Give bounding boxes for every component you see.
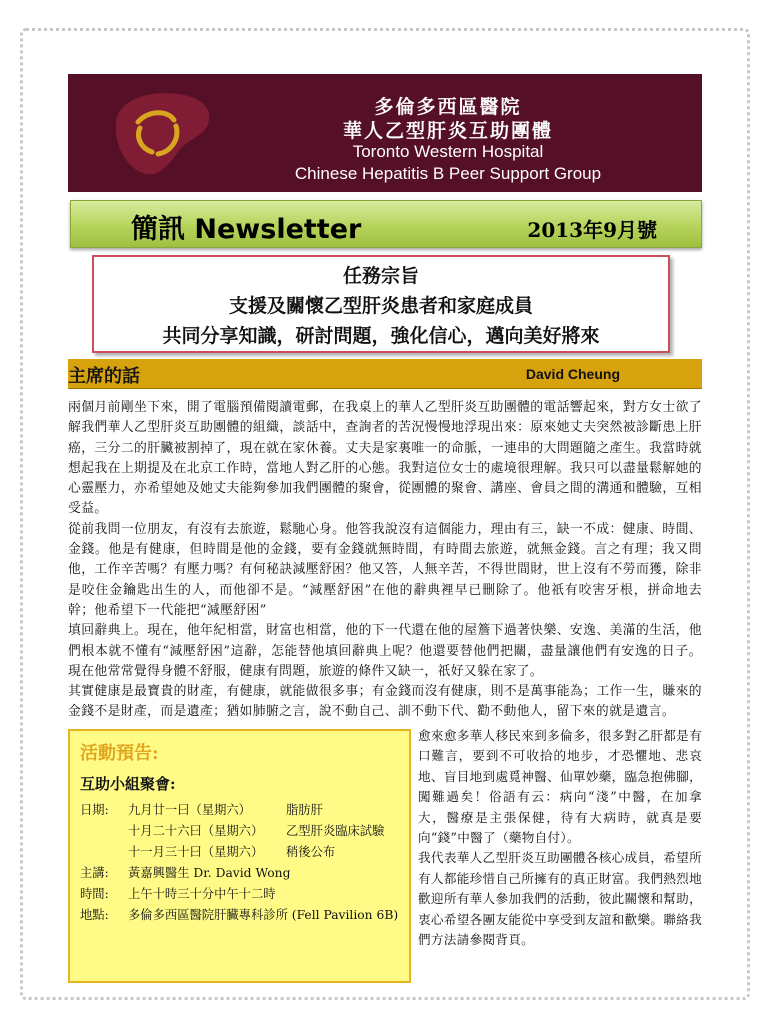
place-row [80, 905, 399, 926]
events-subheading: 互助小組聚會: [80, 775, 176, 793]
issue-date: 2013年9月號 [527, 218, 657, 242]
time-row [80, 884, 399, 905]
time-label: 時間: [80, 887, 109, 901]
event-row [80, 821, 399, 842]
event-date: 十月二十六曰（星期六） [128, 824, 264, 838]
speaker-row [80, 863, 399, 884]
chairman-name: David Cheung [525, 366, 620, 382]
article-paragraph: 填回辭典上。現在，他年紀相當，財富也相當，他的下一代還在他的屋簷下過著快樂、安逸、美滿的生活，他們根本就不懂有“減壓舒困”這辭，怎能替他填回辭典上呢？他還要替他們把關，盡量讓他們有安逸的日子。現在他常常覺得身體不舒服，健康有問題，旅遊的條件又缺一，祇好又躲在家了。 [68, 623, 702, 679]
event-topic: 脂肪肝 [286, 803, 323, 817]
article-body [68, 398, 702, 723]
event-topic: 乙型肝炎臨床試驗 [286, 824, 385, 838]
header-banner [68, 74, 702, 192]
article-right-column [418, 726, 702, 950]
mission-line-2: 共同分享知識，研討問題，強化信心，邁向美好將來 [162, 325, 600, 347]
date-label: 日期: [80, 803, 109, 817]
newsletter-title: 簡訊 Newsletter [131, 214, 362, 245]
mission-line-1: 支援及關懷乙型肝炎患者和家庭成員 [228, 295, 533, 317]
article-paragraph: 從前我問一位朋友，有沒有去旅遊，鬆馳心身。他答我說沒有這個能力，理由有三，缺一不成：健康、時間、金錢。他是有健康，但時間是他的金錢，要有金錢就無時間，有時間去旅遊，就無金錢。言之有理；我又問他，工作辛苦嗎？有壓力嗎？有何秘訣減壓舒困？他又答，人無辛苦，不得世間財，世上沒有不勞而獲，除非是咬住金鑰匙出生的人，而他卻不是。“減壓舒困”在他的辭典裡早已刪除了。他祇有咬害牙根，拼命地去幹；他希望下一代能把“減壓舒困” [68, 521, 702, 618]
banner-title-english-1: Toronto Western Hospital [352, 142, 544, 161]
article-paragraph: 我代表華人乙型肝炎互助團體各核心成員，希望所有人都能珍惜自己所擁有的真正財富。我們熱烈地歡迎所有華人參加我們的活動，彼此關懷和幫助，衷心希望各團友能從中享受到友誼和歡樂。聯絡我們方法請參閱背頁。 [418, 850, 702, 948]
liver-logo-icon [108, 82, 218, 182]
article-paragraph: 愈來愈多華人移民來到多倫多，很多對乙肝都是有口難言，要到不可收拾的地步，才恐懼地、悲哀地、盲目地到處覓神醫、仙單妙藥，臨急抱佛腳，闖難過矣！俗語有云：病向“淺”中醫，在加拿大，醫療是主張保健，待有大病時，就真是要向“錢”中醫了（藥物自付）。 [418, 728, 702, 846]
time-value: 上午十時三十分中午十二時 [128, 887, 276, 901]
place-value: 多倫多西區醫院肝臟專科診所 (Fell Pavilion 6B) [128, 908, 399, 922]
events-heading: 活動預告: [80, 743, 159, 764]
chairman-heading: 主席的話 [68, 366, 140, 387]
event-date: 九月廿一曰（星期六） [128, 803, 251, 817]
event-topic: 稍後公布 [286, 845, 336, 859]
event-row [80, 800, 399, 821]
banner-title-english-2: Chinese Hepatitis B Peer Support Group [294, 164, 602, 183]
article-paragraph: 兩個月前剛坐下來，開了電腦預備閱讀電郵，在我桌上的華人乙型肝炎互助團體的電話響起來，對方女士欲了解我們華人乙型肝炎互助團體的組織，談話中，查詢者的苦況慢慢地浮現出來：原來她丈夫突然被診斷患上肝癌，三分二的肝臟被割掉了，現在就在家休養。丈夫是家裏唯一的命脈，一連串的大問題隨之產生。我當時就想起我在上期提及在北京工作時，當地人對乙肝的心態。我對這位女士的處境很理解。我只可以盡量鬆解她的心靈壓力，亦希望她及她丈夫能夠參加我們團體的聚會，從團體的聚會、講座、會員之間的溝通和體驗，互相受益。 [68, 400, 702, 517]
place-label: 地點: [80, 908, 109, 922]
event-date: 十一月三十曰（星期六） [128, 845, 264, 859]
chairman-section-bar [68, 359, 702, 389]
mission-heading: 任務宗旨 [342, 265, 419, 287]
banner-title-chinese-1: 多倫多西區醫院 [374, 96, 522, 118]
mission-box [92, 255, 670, 353]
event-row [80, 842, 399, 863]
speaker-value: 黃嘉興醫生 Dr. David Wong [128, 866, 291, 880]
speaker-label: 主講: [80, 866, 109, 880]
article-paragraph: 其實健康是最寶貴的財產，有健康，就能做很多事；有金錢而沒有健康，則不是萬事能為；工作一生，賺來的金錢不是財產，而是遺產；猶如肺腑之言，說不動自己、訓不動下代、勸不動他人，留下來的就是遺言。 [68, 684, 702, 720]
newsletter-bar [70, 200, 702, 248]
banner-title-chinese-2: 華人乙型肝炎互助團體 [342, 120, 553, 142]
events-box [68, 729, 411, 983]
